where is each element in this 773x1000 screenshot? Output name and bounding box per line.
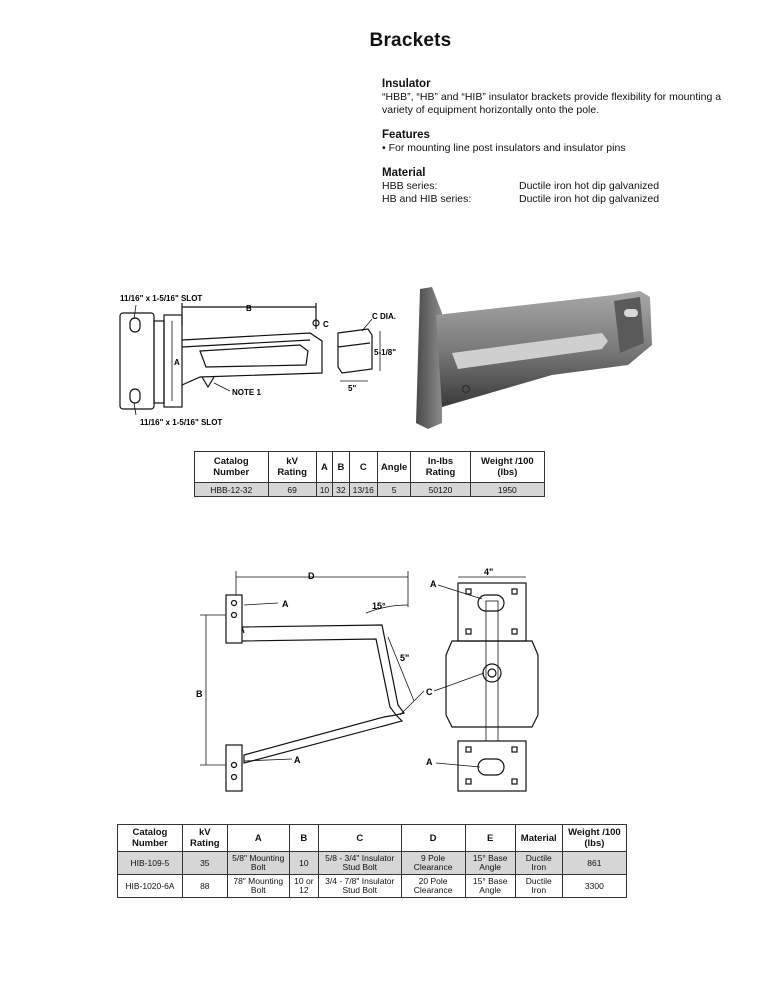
col-material: Material bbox=[515, 825, 562, 852]
col-a: A bbox=[227, 825, 289, 852]
dim-5-label: 5" bbox=[348, 384, 357, 393]
table-cell: Ductile Iron bbox=[515, 875, 562, 898]
dim-d-label: D bbox=[308, 571, 315, 581]
hbb-spec-table bbox=[194, 451, 545, 497]
col-in-lbs-rating: In-lbs Rating bbox=[411, 452, 470, 483]
material-row bbox=[382, 193, 722, 206]
dim-b-label: B bbox=[196, 689, 203, 699]
table-cell: 35 bbox=[182, 852, 227, 875]
table-cell: 3/4 - 7/8" Insulator Stud Bolt bbox=[318, 875, 401, 898]
table-cell: Ductile Iron bbox=[515, 852, 562, 875]
table-cell: 88 bbox=[182, 875, 227, 898]
material-series: HBB series: bbox=[382, 180, 438, 192]
c-dia-label: C DIA. bbox=[372, 312, 396, 321]
dim-5-label: 5" bbox=[400, 653, 410, 663]
table-cell: 3300 bbox=[562, 875, 626, 898]
table-cell: 15° Base Angle bbox=[465, 875, 515, 898]
insulator-text: “HBB”, “HB” and “HIB” insulator brackets provide flexibility for mounting a variety of equipment horizontally onto the pole. bbox=[382, 91, 722, 116]
hib-bracket-drawing bbox=[186, 565, 546, 800]
table-row bbox=[118, 875, 627, 898]
label-c: C bbox=[426, 687, 433, 697]
dim-a-label: A bbox=[174, 358, 180, 367]
table-cell: 5 bbox=[377, 483, 410, 497]
col-weight: Weight /100 (lbs) bbox=[470, 452, 544, 483]
col-b: B bbox=[333, 452, 349, 483]
angle-label: 15° bbox=[372, 601, 386, 611]
slot-bottom-label: 11/16" x 1-5/16" SLOT bbox=[140, 418, 223, 427]
col-a: A bbox=[316, 452, 332, 483]
material-value: Ductile iron hot dip galvanized bbox=[519, 193, 660, 205]
table-cell: 5/8 - 3/4" Insulator Stud Bolt bbox=[318, 852, 401, 875]
material-heading: Material bbox=[382, 167, 426, 179]
label-a-right-top: A bbox=[430, 579, 437, 589]
hbb-bracket-photo bbox=[402, 283, 660, 433]
col-kv-rating: kV Rating bbox=[268, 452, 316, 483]
table-header-row bbox=[195, 452, 545, 483]
note-label: NOTE 1 bbox=[232, 388, 261, 397]
col-c: C bbox=[318, 825, 401, 852]
hbb-bracket-drawing bbox=[110, 285, 410, 435]
table-cell: HBB-12-32 bbox=[195, 483, 269, 497]
page-title bbox=[0, 30, 773, 52]
col-weight: Weight /100 (lbs) bbox=[562, 825, 626, 852]
slot-top-label: 11/16" x 1-5/16" SLOT bbox=[120, 294, 203, 303]
table-cell: 10 bbox=[289, 852, 318, 875]
col-e: E bbox=[465, 825, 515, 852]
col-catalog-number: Catalog Number bbox=[195, 452, 269, 483]
page-title-text: Brackets bbox=[369, 30, 452, 51]
intro-section bbox=[382, 78, 722, 218]
col-b: B bbox=[289, 825, 318, 852]
features-section bbox=[382, 129, 722, 155]
table-cell: 5/8" Mounting Bolt bbox=[227, 852, 289, 875]
material-section bbox=[382, 167, 722, 206]
material-series: HB and HIB series: bbox=[382, 193, 472, 205]
table-cell: 861 bbox=[562, 852, 626, 875]
hib-spec-table bbox=[117, 824, 627, 898]
table-cell: 1950 bbox=[470, 483, 544, 497]
dim-4-label: 4" bbox=[484, 567, 494, 577]
dim-5-1-8-label: 5-1/8" bbox=[374, 348, 397, 357]
table-cell: 20 Pole Clearance bbox=[401, 875, 465, 898]
label-a-top: A bbox=[282, 599, 289, 609]
col-d: D bbox=[401, 825, 465, 852]
col-c: C bbox=[349, 452, 377, 483]
insulator-section bbox=[382, 78, 722, 117]
label-a-bottom: A bbox=[294, 755, 301, 765]
table-row bbox=[118, 852, 627, 875]
table-cell: 13/16 bbox=[349, 483, 377, 497]
table-cell: 9 Pole Clearance bbox=[401, 852, 465, 875]
dim-c-label: C bbox=[323, 320, 329, 329]
col-kv-rating: kV Rating bbox=[182, 825, 227, 852]
table-cell: HIB-1020-6A bbox=[118, 875, 183, 898]
material-row bbox=[382, 180, 722, 193]
col-angle: Angle bbox=[377, 452, 410, 483]
features-item: • For mounting line post insulators and insulator pins bbox=[382, 142, 626, 154]
material-value: Ductile iron hot dip galvanized bbox=[519, 180, 660, 192]
insulator-heading: Insulator bbox=[382, 78, 431, 90]
table-cell: 78" Mounting Bolt bbox=[227, 875, 289, 898]
table-cell: 32 bbox=[333, 483, 349, 497]
table-cell: HIB-109-5 bbox=[118, 852, 183, 875]
table-cell: 15° Base Angle bbox=[465, 852, 515, 875]
table-cell: 10 or 12 bbox=[289, 875, 318, 898]
table-cell: 69 bbox=[268, 483, 316, 497]
features-heading: Features bbox=[382, 129, 430, 141]
table-header-row bbox=[118, 825, 627, 852]
table-row bbox=[195, 483, 545, 497]
label-a-right-bottom: A bbox=[426, 757, 433, 767]
dim-b-label: B bbox=[246, 304, 252, 313]
table-cell: 10 bbox=[316, 483, 332, 497]
col-catalog-number: Catalog Number bbox=[118, 825, 183, 852]
table-cell: 50120 bbox=[411, 483, 470, 497]
